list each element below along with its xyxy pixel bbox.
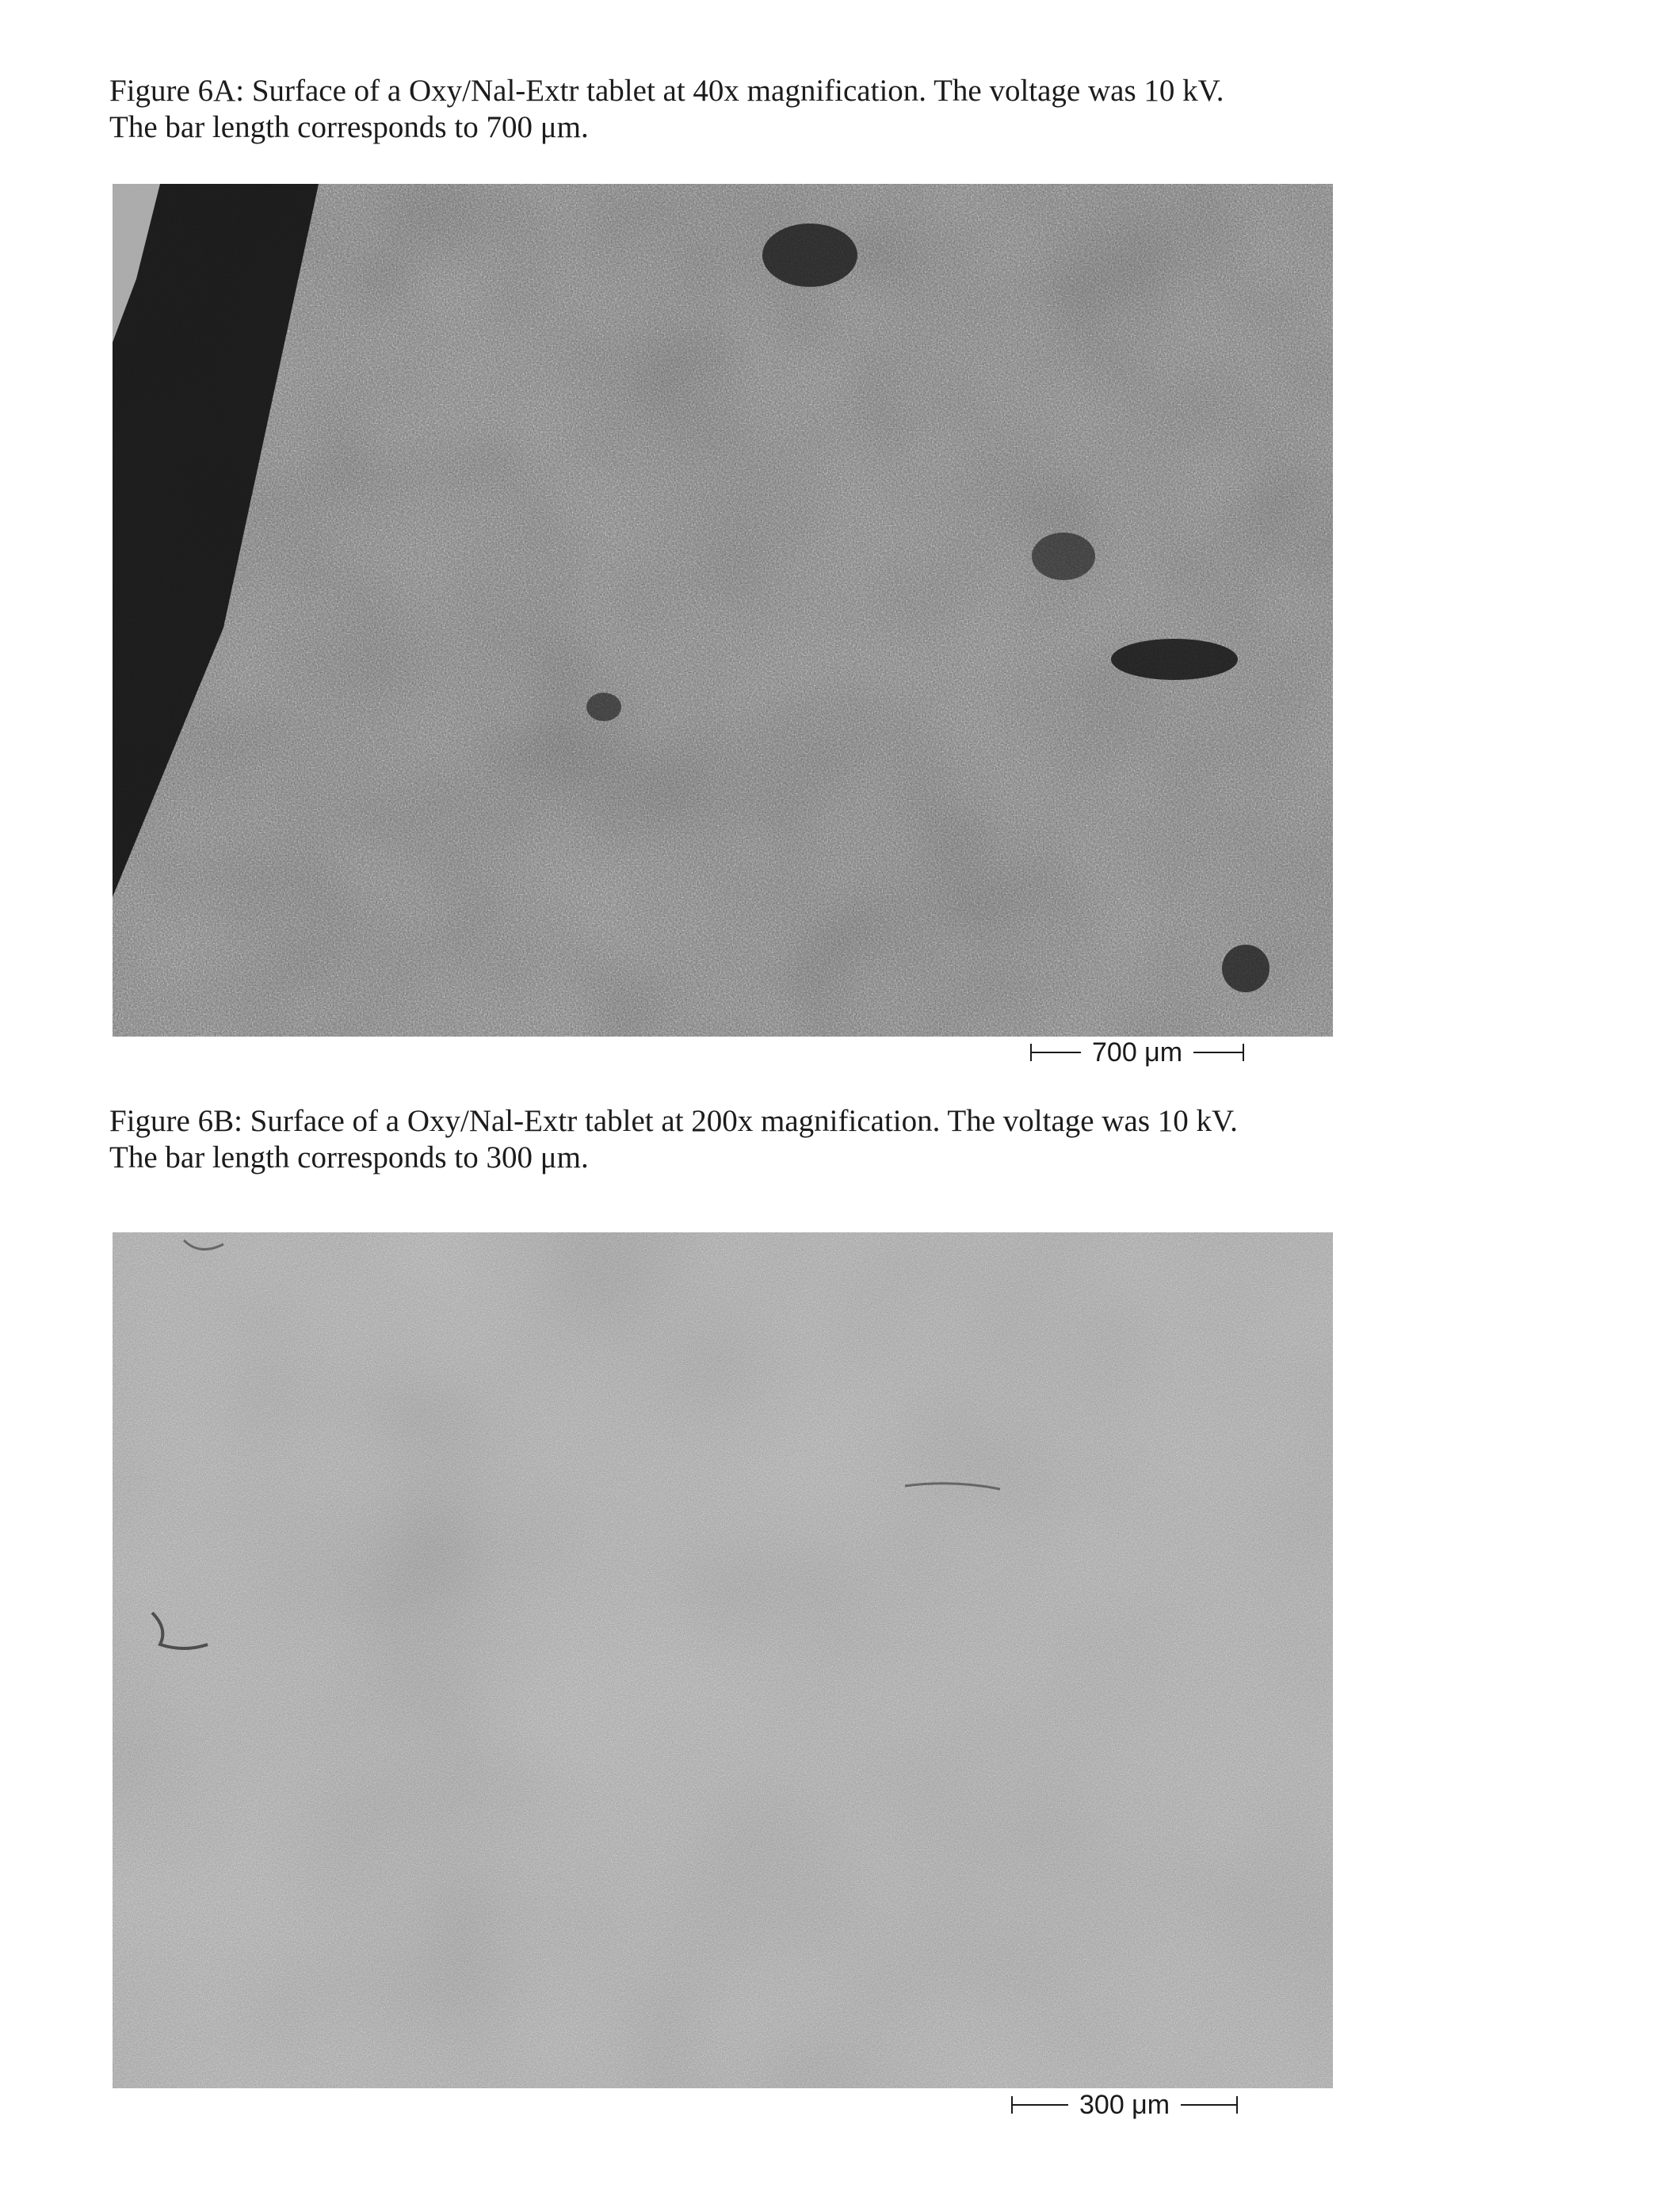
figure-6a-caption-line-2: The bar length corresponds to 700 μm. bbox=[109, 110, 589, 144]
figure-6a-caption bbox=[109, 73, 1663, 146]
figure-6a-scale-bar bbox=[1030, 1037, 1244, 1068]
scale-bar-right-segment bbox=[1181, 2104, 1236, 2106]
figure-6a-scale-label: 700 μm bbox=[1092, 1037, 1183, 1068]
figure-6b-micrograph bbox=[113, 1232, 1333, 2088]
scale-bar-right-segment bbox=[1193, 1052, 1243, 1053]
scale-bar-left-segment bbox=[1032, 1052, 1081, 1053]
figure-6a-micrograph bbox=[113, 184, 1333, 1037]
figure-6b-caption-line-1: Figure 6B: Surface of a Oxy/Nal-Extr tablet at 200x magnification. The voltage was 10 kV. bbox=[109, 1104, 1238, 1138]
figure-6b-scale-label: 300 μm bbox=[1079, 2089, 1170, 2120]
figure-6a-caption-line-1: Figure 6A: Surface of a Oxy/Nal-Extr tablet at 40x magnification. The voltage was 10 kV. bbox=[109, 74, 1224, 108]
figure-6b-caption-line-2: The bar length corresponds to 300 μm. bbox=[109, 1140, 589, 1174]
scale-bar-left-segment bbox=[1013, 2104, 1068, 2106]
figure-6b-caption bbox=[109, 1103, 1663, 1176]
scale-bar-right-tick bbox=[1236, 2096, 1238, 2114]
scale-bar-right-tick bbox=[1243, 1044, 1244, 1061]
figure-6b-scale-bar bbox=[1011, 2089, 1238, 2121]
